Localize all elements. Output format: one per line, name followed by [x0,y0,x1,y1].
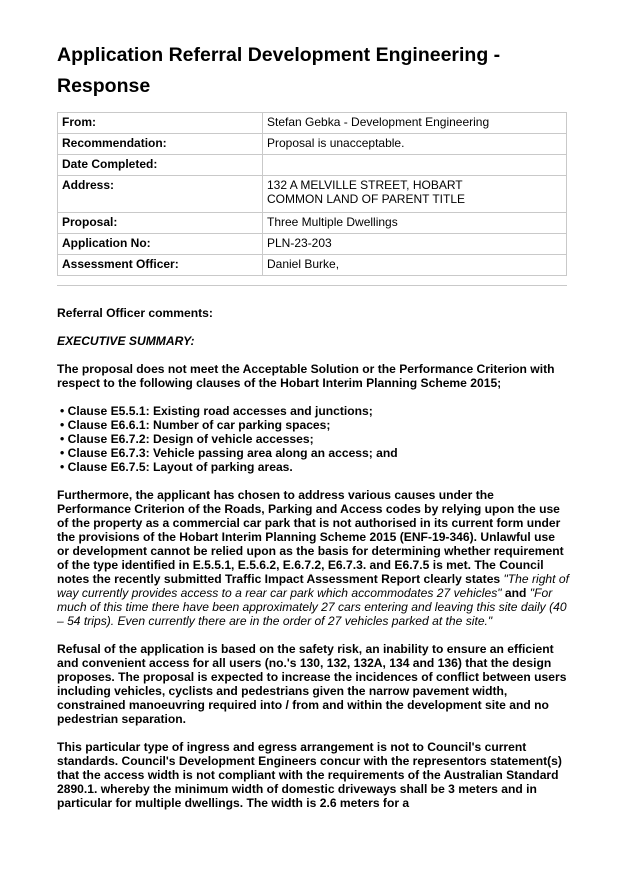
referral-comments [57,306,569,810]
list-item: • Clause E5.5.1: Existing road accesses and junctions; [60,404,373,418]
proposal-label: Proposal: [58,213,263,234]
address-line-2: COMMON LAND OF PARENT TITLE [267,192,466,206]
executive-summary-heading: EXECUTIVE SUMMARY: [57,334,195,348]
list-item: • Clause E6.7.5: Layout of parking areas. [60,460,293,474]
table-row [58,234,567,255]
application-no-value: PLN-23-203 [263,234,567,255]
referral-info-table [57,112,567,276]
table-row [58,113,567,134]
date-completed-value [263,155,567,176]
clause-list [57,404,569,474]
assessment-officer-value: Daniel Burke, [263,255,567,276]
address-line-1: 132 A MELVILLE STREET, HOBART [267,178,463,192]
address-value [263,176,567,213]
date-completed-label: Date Completed: [58,155,263,176]
assessment-officer-label: Assessment Officer: [58,255,263,276]
table-row [58,155,567,176]
page-title: Application Referral Development Engineering - Response [57,44,501,97]
proposal-value: Three Multiple Dwellings [263,213,567,234]
recommendation-label: Recommendation: [58,134,263,155]
from-label: From: [58,113,263,134]
intro-paragraph: The proposal does not meet the Acceptable Solution or the Performance Criterion with respect to the following clauses of the Hobart Interim Planning Scheme 2015; [57,362,555,390]
table-row [58,213,567,234]
table-row [58,134,567,155]
section-divider [57,285,567,286]
standards-paragraph: This particular type of ingress and egress arrangement is not to Council's current standards. Council's Development Engineers concur with the representors statement(s) that the access width is not compliant with the requirements of the Australian Standard 2890.1. whereby the minimum width of domestic driveways shall be 3 meters and in particular for multiple dwellings. The width is 2.6 meters for a [57,740,562,810]
list-item: • Clause E6.6.1: Number of car parking spaces; [60,418,331,432]
address-label: Address: [58,176,263,213]
list-item: • Clause E6.7.3: Vehicle passing area along an access; and [60,446,398,460]
furthermore-paragraph [57,488,569,628]
list-item: • Clause E6.7.2: Design of vehicle accesses; [60,432,314,446]
quote-text: "For much of this time there have been approximately 27 cars entering and leaving this site daily (40 – 54 trips). Even currently there are in the order of 27 vehicles parked at the site." [57,586,567,628]
paragraph-text: Furthermore, the applicant has chosen to address various causes under the Performance Criterion of the Roads, Parking and Access codes by relying upon the use of the property as a commercial car park that is not authorised in its current form under the provisions of the Hobart Interim Planning Scheme 2015 (ENF-19-346). Unlawful use or development cannot be relied upon as the basis for determining whether requirement of the type identified in E.5.5.1, E.5.6.2, E.6.7.2, E6.7.3. and E6.7.5 is met. The Council notes the recently submitted Traffic Impact Assessment Report clearly states [57,488,564,586]
recommendation-value: Proposal is unacceptable. [263,134,567,155]
table-row [58,176,567,213]
application-no-label: Application No: [58,234,263,255]
table-row [58,255,567,276]
from-value: Stefan Gebka - Development Engineering [263,113,567,134]
section-heading: Referral Officer comments: [57,306,213,320]
connector-text: and [501,586,530,600]
refusal-paragraph: Refusal of the application is based on the safety risk, an inability to ensure an efficient and convenient access for all users (no.'s 130, 132, 132A, 134 and 136) that the design proposes. The proposal is expected to increase the incidences of conflict between users including vehicles, cyclists and pedestrians given the narrow pavement width, constrained manoeuvring required into / from and within the development site and no pedestrian separation. [57,642,567,726]
quote-text: "The right of way currently provides access to a rear car park which accommodates 27 vehicles" [57,572,569,600]
